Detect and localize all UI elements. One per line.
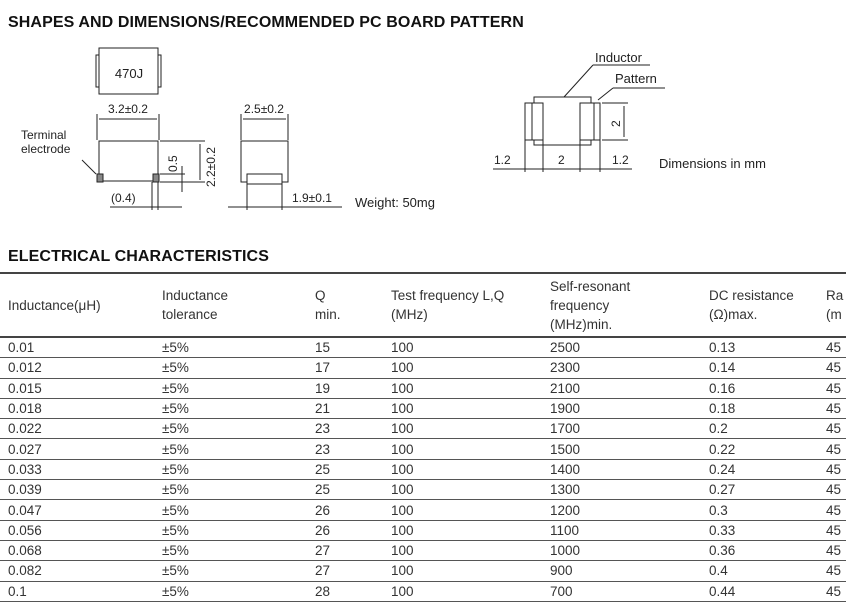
cell-tolerance: ±5% (154, 520, 307, 540)
dimensions-diagram (0, 40, 460, 220)
cell-dc-resistance: 0.13 (701, 337, 818, 358)
cell-tolerance: ±5% (154, 480, 307, 500)
cell-rated-current: 45 (818, 520, 846, 540)
cell-rated-current: 45 (818, 581, 846, 601)
cell-dc-resistance: 0.36 (701, 540, 818, 560)
cell-dc-resistance: 0.27 (701, 480, 818, 500)
table-row (0, 337, 846, 358)
cell-rated-current: 45 (818, 480, 846, 500)
cell-dc-resistance: 0.24 (701, 459, 818, 479)
table-row (0, 540, 846, 560)
svg-text:2: 2 (558, 153, 565, 167)
table-row (0, 439, 846, 459)
cell-rated-current: 45 (818, 419, 846, 439)
svg-text:2.5±0.2: 2.5±0.2 (244, 102, 284, 116)
cell-test-frequency: 100 (383, 398, 542, 418)
cell-inductance: 0.027 (0, 439, 154, 459)
cell-test-frequency: 100 (383, 419, 542, 439)
cell-rated-current: 45 (818, 358, 846, 378)
cell-test-frequency: 100 (383, 358, 542, 378)
header-line: (MHz)min. (550, 316, 613, 332)
cell-self-resonant-frequency: 1400 (542, 459, 701, 479)
svg-text:Terminal: Terminal (21, 128, 67, 142)
header-line: tolerance (162, 307, 218, 322)
cell-dc-resistance: 0.4 (701, 561, 818, 581)
svg-text:Weight: 50mg: Weight: 50mg (355, 195, 435, 210)
cell-test-frequency: 100 (383, 378, 542, 398)
svg-text:2: 2 (609, 120, 623, 127)
cell-tolerance: ±5% (154, 337, 307, 358)
cell-q-min: 15 (307, 337, 383, 358)
cell-self-resonant-frequency: 1900 (542, 398, 701, 418)
cell-q-min: 26 (307, 500, 383, 520)
header-line: Ra (826, 288, 844, 303)
cell-inductance: 0.018 (0, 398, 154, 418)
table-row (0, 459, 846, 479)
svg-text:3.2±0.2: 3.2±0.2 (108, 102, 148, 116)
cell-self-resonant-frequency: 1200 (542, 500, 701, 520)
header-line: Q (315, 288, 326, 303)
cell-q-min: 27 (307, 561, 383, 581)
cell-tolerance: ±5% (154, 439, 307, 459)
cell-inductance: 0.015 (0, 378, 154, 398)
cell-inductance: 0.022 (0, 419, 154, 439)
cell-test-frequency: 100 (383, 459, 542, 479)
cell-tolerance: ±5% (154, 358, 307, 378)
cell-test-frequency: 100 (383, 540, 542, 560)
svg-text:Dimensions in mm: Dimensions in mm (659, 156, 766, 171)
cell-inductance: 0.039 (0, 480, 154, 500)
svg-text:Pattern: Pattern (615, 71, 657, 86)
cell-dc-resistance: 0.14 (701, 358, 818, 378)
cell-rated-current: 45 (818, 561, 846, 581)
cell-q-min: 23 (307, 419, 383, 439)
column-header-inductance (0, 273, 154, 337)
svg-text:470J: 470J (114, 66, 144, 81)
cell-test-frequency: 100 (383, 561, 542, 581)
section-title-electrical: ELECTRICAL CHARACTERISTICS (8, 248, 269, 265)
table-header-row (0, 273, 846, 337)
svg-text:1.9±0.1: 1.9±0.1 (292, 191, 332, 205)
cell-tolerance: ±5% (154, 581, 307, 601)
column-header-rated-current (818, 273, 846, 337)
column-header-tolerance (154, 273, 307, 337)
cell-q-min: 25 (307, 459, 383, 479)
cell-rated-current: 45 (818, 500, 846, 520)
svg-text:electrode: electrode (21, 142, 71, 156)
table-row (0, 561, 846, 581)
column-header-q-min (307, 273, 383, 337)
cell-q-min: 23 (307, 439, 383, 459)
side-view (228, 102, 435, 210)
cell-self-resonant-frequency: 1700 (542, 419, 701, 439)
header-line: Inductance(μH) (8, 297, 101, 313)
table-row (0, 358, 846, 378)
cell-q-min: 27 (307, 540, 383, 560)
cell-self-resonant-frequency: 1300 (542, 480, 701, 500)
cell-dc-resistance: 0.22 (701, 439, 818, 459)
cell-q-min: 26 (307, 520, 383, 540)
cell-inductance: 0.056 (0, 520, 154, 540)
cell-dc-resistance: 0.16 (701, 378, 818, 398)
svg-text:2.2±0.2: 2.2±0.2 (204, 147, 218, 187)
cell-q-min: 25 (307, 480, 383, 500)
header-line: (Ω)max. (709, 307, 758, 322)
cell-q-min: 19 (307, 378, 383, 398)
cell-self-resonant-frequency: 1100 (542, 520, 701, 540)
svg-text:1.2: 1.2 (612, 153, 629, 167)
cell-tolerance: ±5% (154, 561, 307, 581)
table-row (0, 520, 846, 540)
cell-test-frequency: 100 (383, 480, 542, 500)
cell-tolerance: ±5% (154, 459, 307, 479)
header-line: Self-resonant (550, 278, 631, 294)
cell-tolerance: ±5% (154, 540, 307, 560)
electrical-characteristics-table (0, 272, 846, 602)
cell-inductance: 0.012 (0, 358, 154, 378)
cell-rated-current: 45 (818, 540, 846, 560)
column-header-dc-resistance (701, 273, 818, 337)
header-line: DC resistance (709, 288, 794, 303)
pc-board-pattern-diagram (480, 40, 820, 180)
header-line: (m (826, 307, 842, 322)
header-line: Test frequency L,Q (391, 288, 505, 303)
svg-text:0.5: 0.5 (166, 155, 180, 172)
cell-test-frequency: 100 (383, 581, 542, 601)
svg-text:Inductor: Inductor (595, 50, 642, 65)
cell-self-resonant-frequency: 1500 (542, 439, 701, 459)
cell-test-frequency: 100 (383, 439, 542, 459)
header-line: frequency (550, 297, 610, 313)
cell-dc-resistance: 0.33 (701, 520, 818, 540)
table-row (0, 398, 846, 418)
cell-self-resonant-frequency: 1000 (542, 540, 701, 560)
cell-self-resonant-frequency: 2100 (542, 378, 701, 398)
cell-tolerance: ±5% (154, 398, 307, 418)
header-line: Inductance (162, 288, 229, 303)
cell-inductance: 0.1 (0, 581, 154, 601)
table-row (0, 419, 846, 439)
cell-inductance: 0.01 (0, 337, 154, 358)
cell-rated-current: 45 (818, 378, 846, 398)
cell-rated-current: 45 (818, 337, 846, 358)
top-view (96, 48, 161, 94)
cell-self-resonant-frequency: 2500 (542, 337, 701, 358)
cell-dc-resistance: 0.3 (701, 500, 818, 520)
svg-text:(0.4): (0.4) (111, 191, 136, 205)
table-row (0, 378, 846, 398)
cell-tolerance: ±5% (154, 378, 307, 398)
column-header-self-resonant-frequency (542, 273, 701, 337)
table-row (0, 480, 846, 500)
cell-dc-resistance: 0.18 (701, 398, 818, 418)
cell-self-resonant-frequency: 900 (542, 561, 701, 581)
cell-inductance: 0.033 (0, 459, 154, 479)
header-line: min. (315, 307, 341, 322)
cell-self-resonant-frequency: 700 (542, 581, 701, 601)
cell-inductance: 0.047 (0, 500, 154, 520)
table-row (0, 581, 846, 601)
cell-rated-current: 45 (818, 459, 846, 479)
front-view (21, 102, 218, 210)
cell-inductance: 0.082 (0, 561, 154, 581)
cell-self-resonant-frequency: 2300 (542, 358, 701, 378)
cell-test-frequency: 100 (383, 337, 542, 358)
cell-test-frequency: 100 (383, 520, 542, 540)
cell-dc-resistance: 0.2 (701, 419, 818, 439)
cell-inductance: 0.068 (0, 540, 154, 560)
cell-dc-resistance: 0.44 (701, 581, 818, 601)
cell-rated-current: 45 (818, 439, 846, 459)
cell-q-min: 21 (307, 398, 383, 418)
table-row (0, 500, 846, 520)
cell-q-min: 28 (307, 581, 383, 601)
svg-text:1.2: 1.2 (494, 153, 511, 167)
header-line: (MHz) (391, 307, 428, 322)
column-header-test-frequency (383, 273, 542, 337)
cell-tolerance: ±5% (154, 419, 307, 439)
cell-test-frequency: 100 (383, 500, 542, 520)
cell-q-min: 17 (307, 358, 383, 378)
cell-tolerance: ±5% (154, 500, 307, 520)
cell-rated-current: 45 (818, 398, 846, 418)
section-title-shapes: SHAPES AND DIMENSIONS/RECOMMENDED PC BOARD PATTERN (8, 14, 524, 31)
